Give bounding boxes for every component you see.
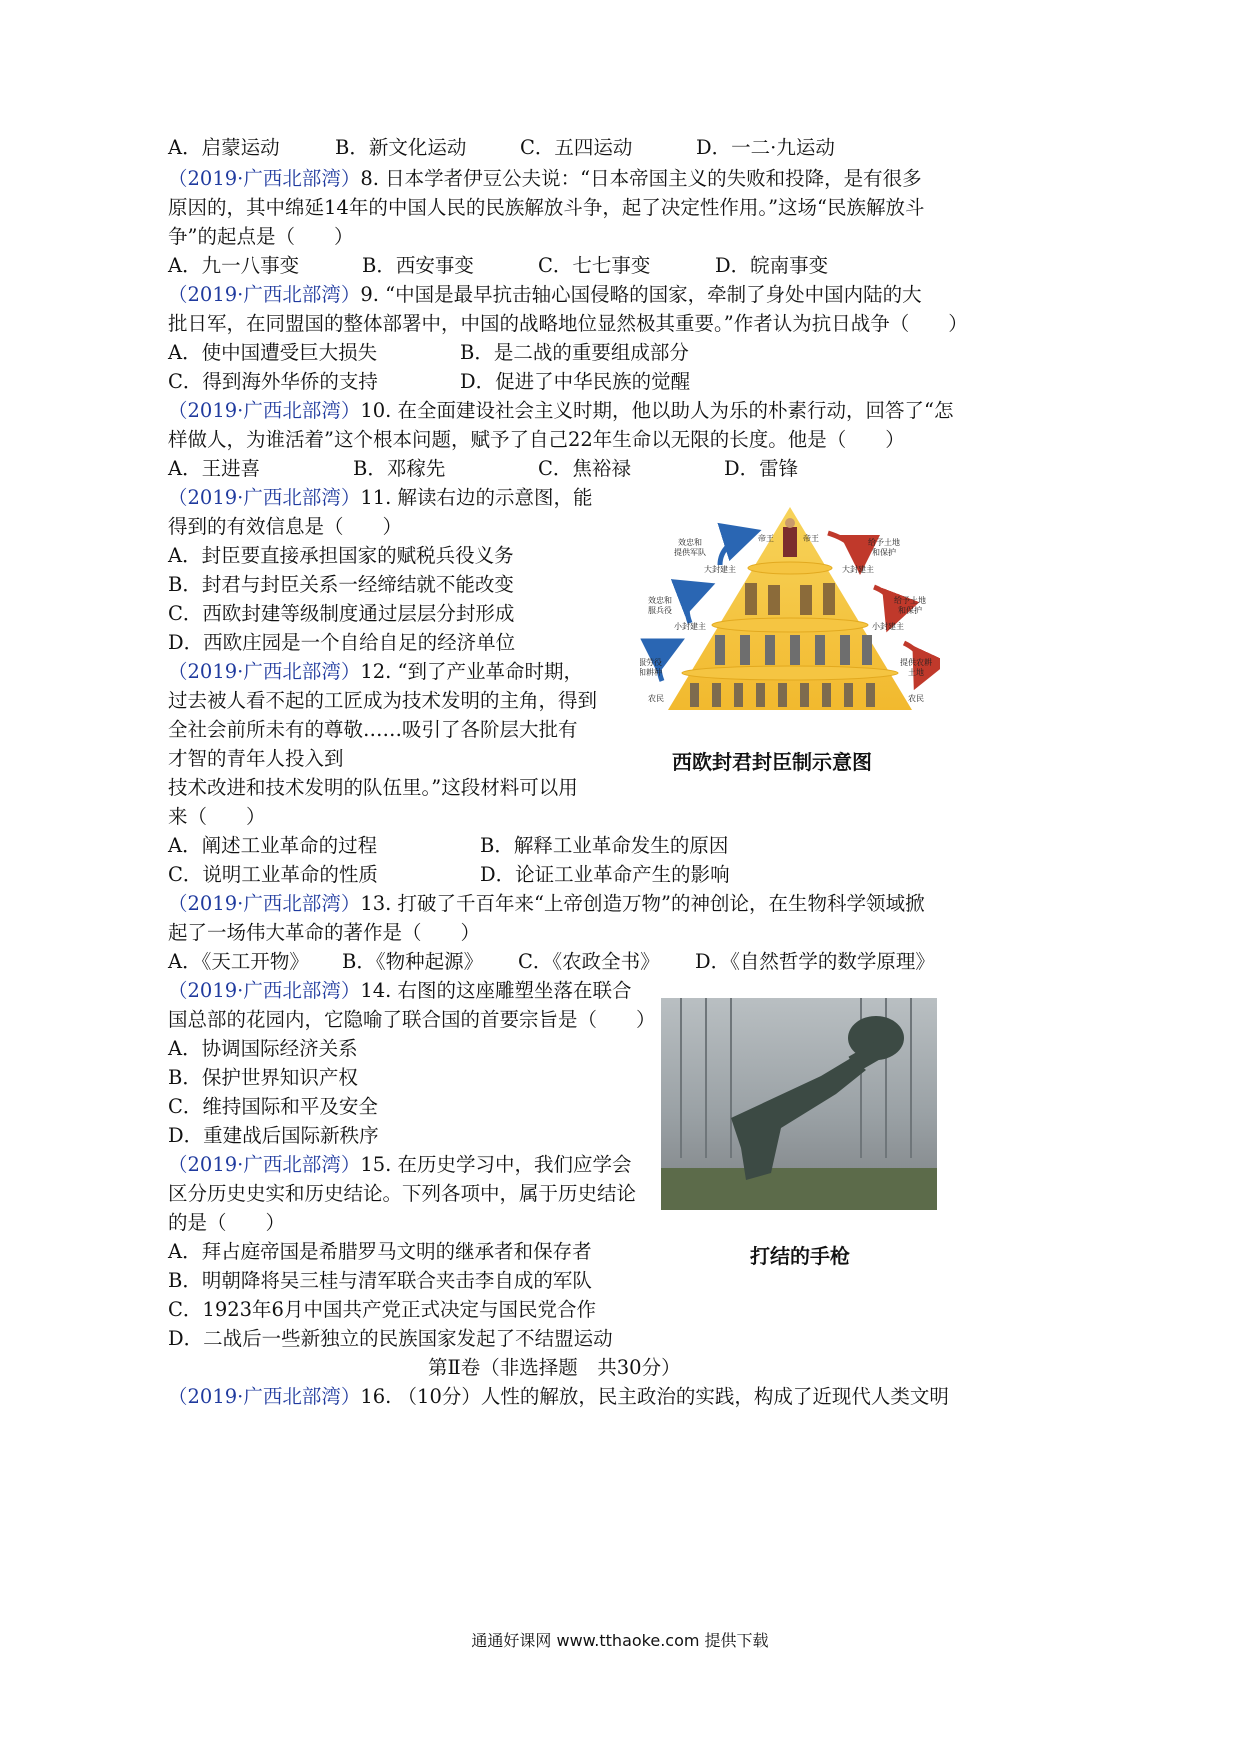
label-grant-1: 给予土地 [868, 538, 900, 547]
label-farmland: 提供农耕 [900, 658, 932, 667]
label-small-lord-left: 小封建主 [674, 622, 706, 631]
q8-option-d: D．皖南事变 [715, 254, 829, 277]
figure2-caption: 打结的手枪 [750, 1244, 850, 1268]
q15-source-tag: （2019·广西北部湾） [168, 1153, 361, 1176]
q15-line3: 的是（ ） [168, 1211, 286, 1234]
q14-option-d: D．重建战后国际新秩序 [168, 1124, 379, 1147]
q15-line1 [168, 1152, 632, 1178]
q15-line2: 区分历史史实和历史结论。下列各项中，属于历史结论 [168, 1182, 637, 1205]
q13-option-d: D．《自然哲学的数学原理》 [695, 950, 935, 973]
arrow-down-1 [828, 533, 860, 565]
feudal-pyramid-figure [640, 505, 940, 720]
arrow-down-2 [874, 587, 893, 623]
q10-text1: 10. 在全面建设社会主义时期，他以助人为乐的朴素行动，回答了“怎 [360, 399, 954, 422]
ground [661, 1168, 937, 1210]
peasant-figures [690, 683, 875, 707]
q12-line4: 才智的青年人投入到 [168, 747, 344, 770]
q12-line2: 过去被人看不起的工匠成为技术发明的主角，得到 [168, 689, 598, 712]
q15-option-b: B．明朝降将吴三桂与清军联合夹击李自成的军队 [168, 1269, 592, 1292]
q14-line1 [168, 978, 632, 1004]
q13-source-tag: （2019·广西北部湾） [168, 892, 361, 915]
label-loyalty-2: 效忠和 [648, 596, 672, 605]
label-small-lord-right: 小封建主 [872, 622, 904, 631]
label-great-lord-right: 大封建主 [842, 565, 874, 574]
q13-option-a: A．《天工开物》 [168, 950, 309, 973]
label-loyalty-1b: 提供军队 [674, 548, 706, 557]
q9-option-a: A．使中国遭受巨大损失 [168, 341, 378, 364]
q8-option-c: C．七七事变 [538, 254, 651, 277]
q12-line3: 全社会前所未有的尊敬……吸引了各阶层大批有 [168, 718, 578, 741]
arrow-up-3 [720, 533, 752, 565]
q12-line1 [168, 659, 583, 685]
label-great-lord-left: 大封建主 [704, 565, 736, 574]
q9-line1 [168, 282, 922, 308]
q9-line2: 批日军，在同盟国的整体部署中，中国的战略地位显然极其重要。”作者认为抗日战争（ ） [168, 312, 968, 335]
q11-source-tag: （2019·广西北部湾） [168, 486, 361, 509]
q12-line6: 来（ ） [168, 805, 266, 828]
q12-line5: 技术改进和技术发明的队伍里。”这段材料可以用 [168, 776, 578, 799]
arrow-up-2 [687, 587, 706, 623]
q15-option-c: C．1923年6月中国共产党正式决定与国民党合作 [168, 1298, 596, 1321]
q11-option-d: D．西欧庄园是一个自给自足的经济单位 [168, 631, 516, 654]
q10-source-tag: （2019·广西北部湾） [168, 399, 361, 422]
q8-text1: 8. 日本学者伊豆公夫说：“日本帝国主义的失败和投降，是有很多 [360, 167, 922, 190]
q8-line2: 原因的，其中绵延14年的中国人民的民族解放斗争，起了决定性作用。”这场“民族解放斗 [168, 196, 925, 219]
q13-line2: 起了一场伟大革命的著作是（ ） [168, 921, 481, 944]
q12-option-b: B．解释工业革命发生的原因 [480, 834, 729, 857]
q10-line2: 样做人，为谁活着”这个根本问题，赋予了自己22年生命以无限的长度。他是（ ） [168, 428, 905, 451]
q8-source-tag: （2019·广西北部湾） [168, 167, 361, 190]
q10-option-c: C．焦裕禄 [538, 457, 631, 480]
q11-option-c: C．西欧封建等级制度通过层层分封形成 [168, 602, 515, 625]
q14-option-a: A．协调国际经济关系 [168, 1037, 358, 1060]
q11-text1: 11. 解读右边的示意图，能 [360, 486, 593, 509]
label-grant-2b: 和保护 [898, 606, 922, 615]
label-king-right: 帝王 [803, 534, 819, 543]
q8-option-a: A．九一八事变 [168, 254, 300, 277]
q9-text1: 9. “中国是最早抗击轴心国侵略的国家，牵制了身处中国内陆的大 [360, 283, 922, 306]
q8-line3: 争”的起点是（ ） [168, 225, 354, 248]
q9-source-tag: （2019·广西北部湾） [168, 283, 361, 306]
q7-option-a: A．启蒙运动 [168, 136, 280, 159]
page-footer: 通通好课网 www.tthaoke.com 提供下载 [471, 1631, 769, 1650]
q11-line2: 得到的有效信息是（ ） [168, 515, 403, 538]
q14-option-c: C．维持国际和平及安全 [168, 1095, 378, 1118]
q9-option-d: D．促进了中华民族的觉醒 [460, 370, 691, 393]
q15-option-a: A．拜占庭帝国是希腊罗马文明的继承者和保存者 [168, 1240, 592, 1263]
q14-text1: 14. 右图的这座雕塑坐落在联合 [360, 979, 632, 1002]
q12-text1: 12. “到了产业革命时期， [360, 660, 584, 683]
q12-option-a: A．阐述工业革命的过程 [168, 834, 378, 857]
q10-options-row [168, 456, 928, 482]
q16-source-tag: （2019·广西北部湾） [168, 1385, 361, 1408]
king-figure [783, 518, 797, 557]
q7-options-row [168, 135, 928, 161]
knotted-gun-image [661, 998, 937, 1210]
q13-options-row [168, 949, 943, 975]
q12-option-d: D．论证工业革命产生的影响 [480, 863, 730, 886]
q11-option-a: A．封臣要直接承担国家的赋税兵役义务 [168, 544, 514, 567]
q8-options-row [168, 253, 928, 279]
q7-option-d: D．一二·九运动 [696, 136, 835, 159]
q12-source-tag: （2019·广西北部湾） [168, 660, 361, 683]
q10-line1 [168, 398, 954, 424]
q15-text1: 15. 在历史学习中，我们应学会 [360, 1153, 632, 1176]
label-farmland-b: 土地 [908, 668, 924, 677]
q13-line1 [168, 891, 924, 917]
label-loyalty-1: 效忠和 [678, 538, 702, 547]
q16-line1 [168, 1384, 949, 1410]
label-loyalty-2b: 服兵役 [648, 606, 672, 615]
q11-option-b: B．封君与封臣关系一经缔结就不能改变 [168, 573, 514, 596]
q10-option-b: B．邓稼先 [353, 457, 446, 480]
q9-option-c: C．得到海外华侨的支持 [168, 370, 378, 393]
q8-line1 [168, 166, 922, 192]
q12-option-c: C．说明工业革命的性质 [168, 863, 378, 886]
label-peasant-left: 农民 [648, 694, 664, 703]
label-king-left: 帝王 [758, 534, 774, 543]
label-grant-2: 给予土地 [894, 596, 926, 605]
label-peasant-right: 农民 [908, 694, 924, 703]
gun-sculpture [731, 1016, 904, 1180]
q13-option-b: B．《物种起源》 [342, 950, 484, 973]
q14-source-tag: （2019·广西北部湾） [168, 979, 361, 1002]
q7-option-c: C．五四运动 [520, 136, 633, 159]
q14-line2: 国总部的花园内，它隐喻了联合国的首要宗旨是（ ） [168, 1008, 656, 1031]
label-labor: 服劳役 [640, 658, 662, 667]
section2-title: 第Ⅱ卷（非选择题 共30分） [428, 1356, 681, 1379]
label-labor-b: 和耕种 [640, 668, 662, 677]
q9-option-b: B．是二战的重要组成部分 [460, 341, 689, 364]
q10-option-a: A．王进喜 [168, 457, 261, 480]
q11-line1 [168, 485, 593, 511]
q10-option-d: D．雷锋 [724, 457, 799, 480]
q8-option-b: B．西安事变 [362, 254, 474, 277]
figure1-caption: 西欧封君封臣制示意图 [672, 750, 872, 774]
q7-option-b: B．新文化运动 [335, 136, 467, 159]
knotted-gun-photo [661, 998, 937, 1210]
q13-option-c: C．《农政全书》 [518, 950, 660, 973]
q13-text1: 13. 打破了千百年来“上帝创造万物”的神创论，在生物科学领域掀 [360, 892, 925, 915]
feudal-pyramid-diagram [640, 505, 940, 720]
q14-option-b: B．保护世界知识产权 [168, 1066, 358, 1089]
label-grant-1b: 和保护 [872, 548, 896, 557]
q16-text1: 16. （10分）人性的解放，民主政治的实践，构成了近现代人类文明 [360, 1385, 949, 1408]
q15-option-d: D．二战后一些新独立的民族国家发起了不结盟运动 [168, 1327, 613, 1350]
